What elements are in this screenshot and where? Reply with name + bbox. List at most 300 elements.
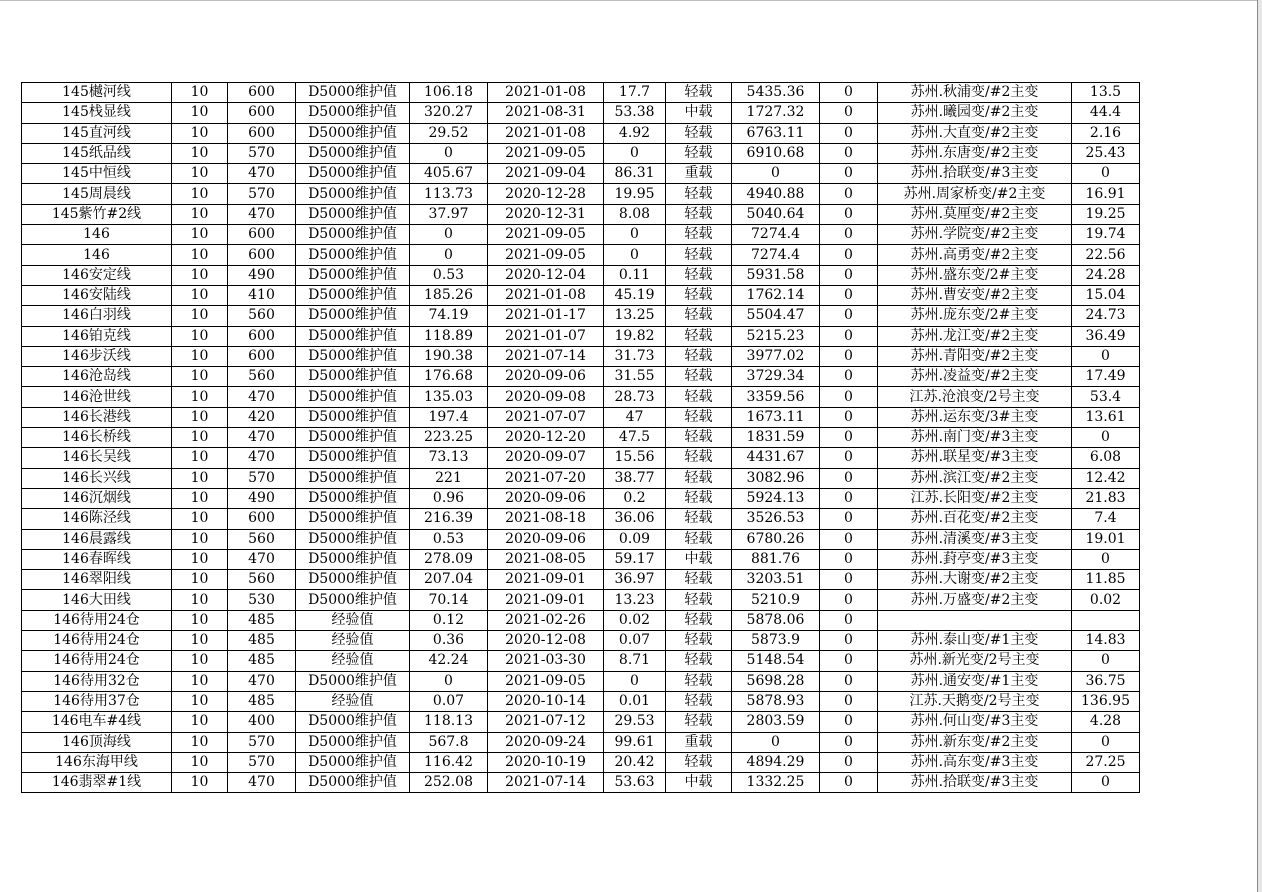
cell-remaining-capacity[interactable]: 4940.88: [732, 184, 820, 204]
cell-load-rate[interactable]: 29.53: [604, 712, 666, 732]
cell-line-name[interactable]: 146待用32仓: [22, 671, 172, 691]
cell-load-rate[interactable]: 0.2: [604, 488, 666, 508]
cell-value-source[interactable]: D5000维护值: [296, 570, 410, 590]
cell-transformer-name[interactable]: 苏州.拾联变/#3主变: [878, 164, 1072, 184]
cell-remaining-capacity[interactable]: 3729.34: [732, 367, 820, 387]
cell-load-value[interactable]: 116.42: [410, 752, 488, 772]
cell-date[interactable]: 2020-09-08: [488, 387, 604, 407]
cell-line-name[interactable]: 145周晨线: [22, 184, 172, 204]
cell-date[interactable]: 2021-09-05: [488, 225, 604, 245]
cell-date[interactable]: 2021-01-08: [488, 83, 604, 103]
cell-remaining-capacity[interactable]: 1727.32: [732, 103, 820, 123]
cell-value-source[interactable]: D5000维护值: [296, 346, 410, 366]
cell-zero-value[interactable]: 0: [820, 225, 878, 245]
cell-remaining-capacity[interactable]: 3526.53: [732, 509, 820, 529]
cell-load-status[interactable]: 轻载: [666, 671, 732, 691]
cell-rated-current[interactable]: 470: [228, 448, 296, 468]
cell-date[interactable]: 2021-09-05: [488, 671, 604, 691]
cell-line-name[interactable]: 146安定线: [22, 265, 172, 285]
cell-load-rate[interactable]: 99.61: [604, 732, 666, 752]
cell-rated-current[interactable]: 470: [228, 387, 296, 407]
cell-load-status[interactable]: 轻载: [666, 407, 732, 427]
cell-load-status[interactable]: 中载: [666, 103, 732, 123]
cell-value-source[interactable]: D5000维护值: [296, 428, 410, 448]
cell-date[interactable]: 2021-08-05: [488, 549, 604, 569]
cell-load-status[interactable]: 轻载: [666, 143, 732, 163]
cell-date[interactable]: 2020-09-06: [488, 529, 604, 549]
cell-load-rate[interactable]: 19.95: [604, 184, 666, 204]
cell-transformer-load[interactable]: 19.74: [1072, 225, 1140, 245]
cell-transformer-name[interactable]: 苏州.庞东变/2#主变: [878, 306, 1072, 326]
cell-line-name[interactable]: 146待用24仓: [22, 651, 172, 671]
cell-value-source[interactable]: D5000维护值: [296, 204, 410, 224]
cell-transformer-name[interactable]: 苏州.曹安变/#2主变: [878, 285, 1072, 305]
cell-transformer-name[interactable]: 苏州.莫厘变/#2主变: [878, 204, 1072, 224]
cell-date[interactable]: 2020-12-31: [488, 204, 604, 224]
cell-rated-current[interactable]: 470: [228, 164, 296, 184]
cell-date[interactable]: 2020-09-07: [488, 448, 604, 468]
cell-load-status[interactable]: 轻载: [666, 184, 732, 204]
cell-line-name[interactable]: 146长兴线: [22, 468, 172, 488]
cell-load-value[interactable]: 221: [410, 468, 488, 488]
cell-date[interactable]: 2021-09-04: [488, 164, 604, 184]
cell-transformer-name[interactable]: 江苏.天鹅变/2号主变: [878, 691, 1072, 711]
cell-voltage[interactable]: 10: [172, 752, 228, 772]
cell-zero-value[interactable]: 0: [820, 346, 878, 366]
cell-value-source[interactable]: D5000维护值: [296, 387, 410, 407]
cell-date[interactable]: 2021-07-07: [488, 407, 604, 427]
cell-voltage[interactable]: 10: [172, 610, 228, 630]
cell-load-rate[interactable]: 53.63: [604, 773, 666, 793]
cell-transformer-name[interactable]: 苏州.新东变/#2主变: [878, 732, 1072, 752]
cell-load-value[interactable]: 118.13: [410, 712, 488, 732]
cell-value-source[interactable]: D5000维护值: [296, 367, 410, 387]
cell-date[interactable]: 2021-01-17: [488, 306, 604, 326]
cell-load-status[interactable]: 轻载: [666, 123, 732, 143]
cell-load-status[interactable]: 轻载: [666, 326, 732, 346]
cell-voltage[interactable]: 10: [172, 103, 228, 123]
cell-transformer-load[interactable]: 2.16: [1072, 123, 1140, 143]
cell-line-name[interactable]: 146安陆线: [22, 285, 172, 305]
cell-zero-value[interactable]: 0: [820, 651, 878, 671]
cell-remaining-capacity[interactable]: 5210.9: [732, 590, 820, 610]
cell-load-value[interactable]: 70.14: [410, 590, 488, 610]
cell-voltage[interactable]: 10: [172, 326, 228, 346]
cell-voltage[interactable]: 10: [172, 712, 228, 732]
cell-voltage[interactable]: 10: [172, 671, 228, 691]
cell-zero-value[interactable]: 0: [820, 468, 878, 488]
cell-value-source[interactable]: 经验值: [296, 651, 410, 671]
cell-load-value[interactable]: 278.09: [410, 549, 488, 569]
cell-transformer-load[interactable]: 0: [1072, 549, 1140, 569]
cell-line-name[interactable]: 146待用37仓: [22, 691, 172, 711]
cell-zero-value[interactable]: 0: [820, 83, 878, 103]
cell-value-source[interactable]: D5000维护值: [296, 306, 410, 326]
cell-line-name[interactable]: 146长吴线: [22, 448, 172, 468]
cell-load-value[interactable]: 0: [410, 245, 488, 265]
cell-rated-current[interactable]: 470: [228, 671, 296, 691]
cell-transformer-name[interactable]: 苏州.联星变/#3主变: [878, 448, 1072, 468]
cell-remaining-capacity[interactable]: 6763.11: [732, 123, 820, 143]
cell-transformer-load[interactable]: 6.08: [1072, 448, 1140, 468]
cell-transformer-load[interactable]: 53.4: [1072, 387, 1140, 407]
cell-date[interactable]: 2020-12-20: [488, 428, 604, 448]
cell-load-status[interactable]: 轻载: [666, 245, 732, 265]
cell-zero-value[interactable]: 0: [820, 326, 878, 346]
cell-load-status[interactable]: 轻载: [666, 285, 732, 305]
cell-voltage[interactable]: 10: [172, 732, 228, 752]
cell-zero-value[interactable]: 0: [820, 752, 878, 772]
cell-zero-value[interactable]: 0: [820, 285, 878, 305]
cell-load-value[interactable]: 135.03: [410, 387, 488, 407]
cell-transformer-load[interactable]: 14.83: [1072, 631, 1140, 651]
cell-load-value[interactable]: 118.89: [410, 326, 488, 346]
cell-line-name[interactable]: 146: [22, 245, 172, 265]
cell-load-value[interactable]: 74.19: [410, 306, 488, 326]
cell-value-source[interactable]: 经验值: [296, 610, 410, 630]
cell-remaining-capacity[interactable]: 5698.28: [732, 671, 820, 691]
cell-zero-value[interactable]: 0: [820, 123, 878, 143]
cell-voltage[interactable]: 10: [172, 387, 228, 407]
cell-load-rate[interactable]: 19.82: [604, 326, 666, 346]
cell-remaining-capacity[interactable]: 0: [732, 732, 820, 752]
cell-zero-value[interactable]: 0: [820, 691, 878, 711]
cell-load-value[interactable]: 0.96: [410, 488, 488, 508]
cell-transformer-load[interactable]: 13.5: [1072, 83, 1140, 103]
cell-date[interactable]: 2020-10-19: [488, 752, 604, 772]
cell-value-source[interactable]: D5000维护值: [296, 143, 410, 163]
cell-line-name[interactable]: 146陈泾线: [22, 509, 172, 529]
cell-voltage[interactable]: 10: [172, 651, 228, 671]
cell-transformer-name[interactable]: 苏州.通安变/#1主变: [878, 671, 1072, 691]
cell-voltage[interactable]: 10: [172, 306, 228, 326]
cell-transformer-name[interactable]: 苏州.南门变/#3主变: [878, 428, 1072, 448]
cell-remaining-capacity[interactable]: 5215.23: [732, 326, 820, 346]
cell-transformer-name[interactable]: 苏州.青阳变/#2主变: [878, 346, 1072, 366]
cell-zero-value[interactable]: 0: [820, 448, 878, 468]
cell-zero-value[interactable]: 0: [820, 407, 878, 427]
cell-transformer-load[interactable]: 44.4: [1072, 103, 1140, 123]
cell-load-status[interactable]: 轻载: [666, 387, 732, 407]
cell-remaining-capacity[interactable]: 5040.64: [732, 204, 820, 224]
cell-transformer-load[interactable]: 21.83: [1072, 488, 1140, 508]
cell-transformer-name[interactable]: 苏州.盛东变/2#主变: [878, 265, 1072, 285]
cell-date[interactable]: 2021-07-14: [488, 773, 604, 793]
cell-value-source[interactable]: D5000维护值: [296, 752, 410, 772]
cell-voltage[interactable]: 10: [172, 346, 228, 366]
cell-voltage[interactable]: 10: [172, 428, 228, 448]
cell-transformer-name[interactable]: 江苏.长阳变/#2主变: [878, 488, 1072, 508]
cell-transformer-name[interactable]: 苏州.大谢变/#2主变: [878, 570, 1072, 590]
cell-line-name[interactable]: 146步沃线: [22, 346, 172, 366]
cell-load-status[interactable]: 轻载: [666, 265, 732, 285]
cell-date[interactable]: 2020-12-28: [488, 184, 604, 204]
cell-voltage[interactable]: 10: [172, 245, 228, 265]
cell-value-source[interactable]: D5000维护值: [296, 225, 410, 245]
cell-load-value[interactable]: 320.27: [410, 103, 488, 123]
cell-load-value[interactable]: 0.53: [410, 529, 488, 549]
cell-load-rate[interactable]: 59.17: [604, 549, 666, 569]
cell-load-value[interactable]: 0: [410, 143, 488, 163]
cell-transformer-name[interactable]: 苏州.拾联变/#3主变: [878, 773, 1072, 793]
cell-zero-value[interactable]: 0: [820, 529, 878, 549]
cell-load-rate[interactable]: 36.06: [604, 509, 666, 529]
cell-transformer-name[interactable]: 苏州.何山变/#3主变: [878, 712, 1072, 732]
cell-remaining-capacity[interactable]: 881.76: [732, 549, 820, 569]
cell-remaining-capacity[interactable]: 3977.02: [732, 346, 820, 366]
cell-voltage[interactable]: 10: [172, 570, 228, 590]
cell-transformer-name[interactable]: 苏州.高勇变/#2主变: [878, 245, 1072, 265]
cell-remaining-capacity[interactable]: 1831.59: [732, 428, 820, 448]
cell-zero-value[interactable]: 0: [820, 184, 878, 204]
cell-zero-value[interactable]: 0: [820, 590, 878, 610]
cell-load-rate[interactable]: 0: [604, 245, 666, 265]
cell-load-status[interactable]: 轻载: [666, 691, 732, 711]
cell-load-rate[interactable]: 8.08: [604, 204, 666, 224]
cell-voltage[interactable]: 10: [172, 265, 228, 285]
cell-load-status[interactable]: 轻载: [666, 367, 732, 387]
cell-line-name[interactable]: 145樾河线: [22, 83, 172, 103]
cell-remaining-capacity[interactable]: 6910.68: [732, 143, 820, 163]
cell-rated-current[interactable]: 490: [228, 488, 296, 508]
cell-transformer-name[interactable]: 苏州.凌益变/#2主变: [878, 367, 1072, 387]
cell-load-value[interactable]: 0.12: [410, 610, 488, 630]
cell-load-value[interactable]: 29.52: [410, 123, 488, 143]
cell-transformer-load[interactable]: 15.04: [1072, 285, 1140, 305]
cell-date[interactable]: 2021-02-26: [488, 610, 604, 630]
cell-load-status[interactable]: 轻载: [666, 570, 732, 590]
cell-transformer-load[interactable]: 0: [1072, 428, 1140, 448]
cell-voltage[interactable]: 10: [172, 164, 228, 184]
cell-line-name[interactable]: 146沉烟线: [22, 488, 172, 508]
cell-date[interactable]: 2020-10-14: [488, 691, 604, 711]
cell-rated-current[interactable]: 600: [228, 245, 296, 265]
cell-transformer-load[interactable]: 0.02: [1072, 590, 1140, 610]
cell-rated-current[interactable]: 470: [228, 549, 296, 569]
cell-rated-current[interactable]: 420: [228, 407, 296, 427]
cell-date[interactable]: 2021-08-18: [488, 509, 604, 529]
cell-zero-value[interactable]: 0: [820, 164, 878, 184]
cell-load-rate[interactable]: 38.77: [604, 468, 666, 488]
cell-remaining-capacity[interactable]: 5873.9: [732, 631, 820, 651]
cell-rated-current[interactable]: 570: [228, 468, 296, 488]
cell-date[interactable]: 2021-07-12: [488, 712, 604, 732]
cell-voltage[interactable]: 10: [172, 529, 228, 549]
cell-load-rate[interactable]: 45.19: [604, 285, 666, 305]
cell-load-status[interactable]: 轻载: [666, 306, 732, 326]
cell-load-status[interactable]: 轻载: [666, 204, 732, 224]
cell-line-name[interactable]: 146: [22, 225, 172, 245]
cell-load-status[interactable]: 轻载: [666, 448, 732, 468]
cell-value-source[interactable]: D5000维护值: [296, 529, 410, 549]
cell-transformer-name[interactable]: 苏州.清溪变/#3主变: [878, 529, 1072, 549]
cell-value-source[interactable]: 经验值: [296, 691, 410, 711]
cell-remaining-capacity[interactable]: 4894.29: [732, 752, 820, 772]
cell-voltage[interactable]: 10: [172, 509, 228, 529]
cell-zero-value[interactable]: 0: [820, 103, 878, 123]
cell-transformer-load[interactable]: [1072, 610, 1140, 630]
cell-load-value[interactable]: 0: [410, 671, 488, 691]
cell-load-value[interactable]: 207.04: [410, 570, 488, 590]
cell-rated-current[interactable]: 560: [228, 529, 296, 549]
cell-remaining-capacity[interactable]: 1673.11: [732, 407, 820, 427]
cell-remaining-capacity[interactable]: 4431.67: [732, 448, 820, 468]
cell-zero-value[interactable]: 0: [820, 509, 878, 529]
cell-load-rate[interactable]: 31.73: [604, 346, 666, 366]
cell-load-value[interactable]: 216.39: [410, 509, 488, 529]
cell-load-value[interactable]: 113.73: [410, 184, 488, 204]
cell-load-status[interactable]: 轻载: [666, 631, 732, 651]
cell-remaining-capacity[interactable]: 7274.4: [732, 245, 820, 265]
cell-voltage[interactable]: 10: [172, 549, 228, 569]
cell-date[interactable]: 2020-12-04: [488, 265, 604, 285]
cell-remaining-capacity[interactable]: 5435.36: [732, 83, 820, 103]
cell-transformer-load[interactable]: 19.01: [1072, 529, 1140, 549]
cell-load-value[interactable]: 0: [410, 225, 488, 245]
cell-load-rate[interactable]: 0: [604, 225, 666, 245]
cell-transformer-load[interactable]: 24.28: [1072, 265, 1140, 285]
cell-transformer-name[interactable]: 苏州.秋浦变/#2主变: [878, 83, 1072, 103]
cell-date[interactable]: 2021-08-31: [488, 103, 604, 123]
cell-line-name[interactable]: 146翠阳线: [22, 570, 172, 590]
cell-transformer-name[interactable]: 苏州.百花变/#2主变: [878, 509, 1072, 529]
cell-value-source[interactable]: D5000维护值: [296, 509, 410, 529]
cell-zero-value[interactable]: 0: [820, 773, 878, 793]
cell-zero-value[interactable]: 0: [820, 245, 878, 265]
cell-transformer-load[interactable]: 24.73: [1072, 306, 1140, 326]
cell-load-rate[interactable]: 0.09: [604, 529, 666, 549]
cell-date[interactable]: 2021-01-08: [488, 123, 604, 143]
cell-zero-value[interactable]: 0: [820, 631, 878, 651]
cell-load-rate[interactable]: 13.25: [604, 306, 666, 326]
cell-transformer-load[interactable]: 11.85: [1072, 570, 1140, 590]
cell-transformer-name[interactable]: 苏州.学院变/#2主变: [878, 225, 1072, 245]
cell-line-name[interactable]: 146白羽线: [22, 306, 172, 326]
cell-value-source[interactable]: D5000维护值: [296, 285, 410, 305]
cell-load-value[interactable]: 106.18: [410, 83, 488, 103]
cell-date[interactable]: 2021-09-01: [488, 570, 604, 590]
cell-line-name[interactable]: 145直河线: [22, 123, 172, 143]
cell-date[interactable]: 2021-01-07: [488, 326, 604, 346]
cell-transformer-load[interactable]: 0: [1072, 346, 1140, 366]
cell-line-name[interactable]: 145纸品线: [22, 143, 172, 163]
cell-rated-current[interactable]: 485: [228, 691, 296, 711]
cell-load-rate[interactable]: 53.38: [604, 103, 666, 123]
cell-date[interactable]: 2021-09-05: [488, 245, 604, 265]
cell-value-source[interactable]: D5000维护值: [296, 671, 410, 691]
cell-transformer-name[interactable]: [878, 610, 1072, 630]
cell-zero-value[interactable]: 0: [820, 387, 878, 407]
cell-load-status[interactable]: 轻载: [666, 488, 732, 508]
cell-transformer-name[interactable]: 苏州.运东变/3#主变: [878, 407, 1072, 427]
cell-line-name[interactable]: 145中恒线: [22, 164, 172, 184]
cell-voltage[interactable]: 10: [172, 590, 228, 610]
cell-zero-value[interactable]: 0: [820, 671, 878, 691]
cell-rated-current[interactable]: 600: [228, 346, 296, 366]
cell-rated-current[interactable]: 410: [228, 285, 296, 305]
cell-voltage[interactable]: 10: [172, 204, 228, 224]
cell-load-rate[interactable]: 0: [604, 671, 666, 691]
cell-load-status[interactable]: 中载: [666, 549, 732, 569]
cell-transformer-load[interactable]: 0: [1072, 164, 1140, 184]
cell-rated-current[interactable]: 600: [228, 326, 296, 346]
cell-rated-current[interactable]: 470: [228, 204, 296, 224]
cell-remaining-capacity[interactable]: 1332.25: [732, 773, 820, 793]
cell-load-status[interactable]: 轻载: [666, 712, 732, 732]
cell-load-rate[interactable]: 47: [604, 407, 666, 427]
cell-transformer-load[interactable]: 136.95: [1072, 691, 1140, 711]
cell-date[interactable]: 2020-09-06: [488, 488, 604, 508]
cell-rated-current[interactable]: 560: [228, 570, 296, 590]
cell-transformer-load[interactable]: 13.61: [1072, 407, 1140, 427]
cell-rated-current[interactable]: 600: [228, 83, 296, 103]
cell-value-source[interactable]: D5000维护值: [296, 103, 410, 123]
cell-remaining-capacity[interactable]: 6780.26: [732, 529, 820, 549]
cell-load-status[interactable]: 轻载: [666, 225, 732, 245]
cell-remaining-capacity[interactable]: 5924.13: [732, 488, 820, 508]
cell-remaining-capacity[interactable]: 5878.06: [732, 610, 820, 630]
cell-load-status[interactable]: 重载: [666, 164, 732, 184]
cell-remaining-capacity[interactable]: 5504.47: [732, 306, 820, 326]
cell-rated-current[interactable]: 600: [228, 123, 296, 143]
cell-rated-current[interactable]: 400: [228, 712, 296, 732]
cell-load-status[interactable]: 轻载: [666, 651, 732, 671]
cell-voltage[interactable]: 10: [172, 468, 228, 488]
cell-transformer-name[interactable]: 苏州.周家桥变/#2主变: [878, 184, 1072, 204]
cell-load-rate[interactable]: 47.5: [604, 428, 666, 448]
cell-transformer-name[interactable]: 苏州.龙江变/#2主变: [878, 326, 1072, 346]
cell-zero-value[interactable]: 0: [820, 570, 878, 590]
cell-zero-value[interactable]: 0: [820, 265, 878, 285]
cell-value-source[interactable]: D5000维护值: [296, 712, 410, 732]
cell-voltage[interactable]: 10: [172, 407, 228, 427]
cell-load-status[interactable]: 轻载: [666, 509, 732, 529]
cell-zero-value[interactable]: 0: [820, 367, 878, 387]
cell-line-name[interactable]: 145栈显线: [22, 103, 172, 123]
cell-line-name[interactable]: 146沧世线: [22, 387, 172, 407]
cell-voltage[interactable]: 10: [172, 225, 228, 245]
cell-zero-value[interactable]: 0: [820, 204, 878, 224]
cell-remaining-capacity[interactable]: 0: [732, 164, 820, 184]
cell-rated-current[interactable]: 560: [228, 367, 296, 387]
cell-load-status[interactable]: 轻载: [666, 610, 732, 630]
cell-voltage[interactable]: 10: [172, 773, 228, 793]
cell-load-value[interactable]: 185.26: [410, 285, 488, 305]
cell-load-status[interactable]: 轻载: [666, 346, 732, 366]
cell-value-source[interactable]: D5000维护值: [296, 83, 410, 103]
cell-transformer-name[interactable]: 苏州.东唐变/#2主变: [878, 143, 1072, 163]
cell-value-source[interactable]: D5000维护值: [296, 732, 410, 752]
cell-load-rate[interactable]: 0: [604, 143, 666, 163]
cell-load-value[interactable]: 176.68: [410, 367, 488, 387]
cell-load-value[interactable]: 223.25: [410, 428, 488, 448]
cell-load-status[interactable]: 轻载: [666, 529, 732, 549]
cell-rated-current[interactable]: 485: [228, 610, 296, 630]
cell-remaining-capacity[interactable]: 3082.96: [732, 468, 820, 488]
cell-load-rate[interactable]: 0.02: [604, 610, 666, 630]
cell-load-rate[interactable]: 13.23: [604, 590, 666, 610]
cell-load-value[interactable]: 0.07: [410, 691, 488, 711]
cell-date[interactable]: 2020-09-24: [488, 732, 604, 752]
cell-remaining-capacity[interactable]: 5931.58: [732, 265, 820, 285]
cell-rated-current[interactable]: 485: [228, 651, 296, 671]
cell-value-source[interactable]: D5000维护值: [296, 773, 410, 793]
cell-load-rate[interactable]: 8.71: [604, 651, 666, 671]
cell-remaining-capacity[interactable]: 5878.93: [732, 691, 820, 711]
cell-load-value[interactable]: 0.53: [410, 265, 488, 285]
cell-load-rate[interactable]: 86.31: [604, 164, 666, 184]
cell-transformer-name[interactable]: 苏州.泰山变/#1主变: [878, 631, 1072, 651]
